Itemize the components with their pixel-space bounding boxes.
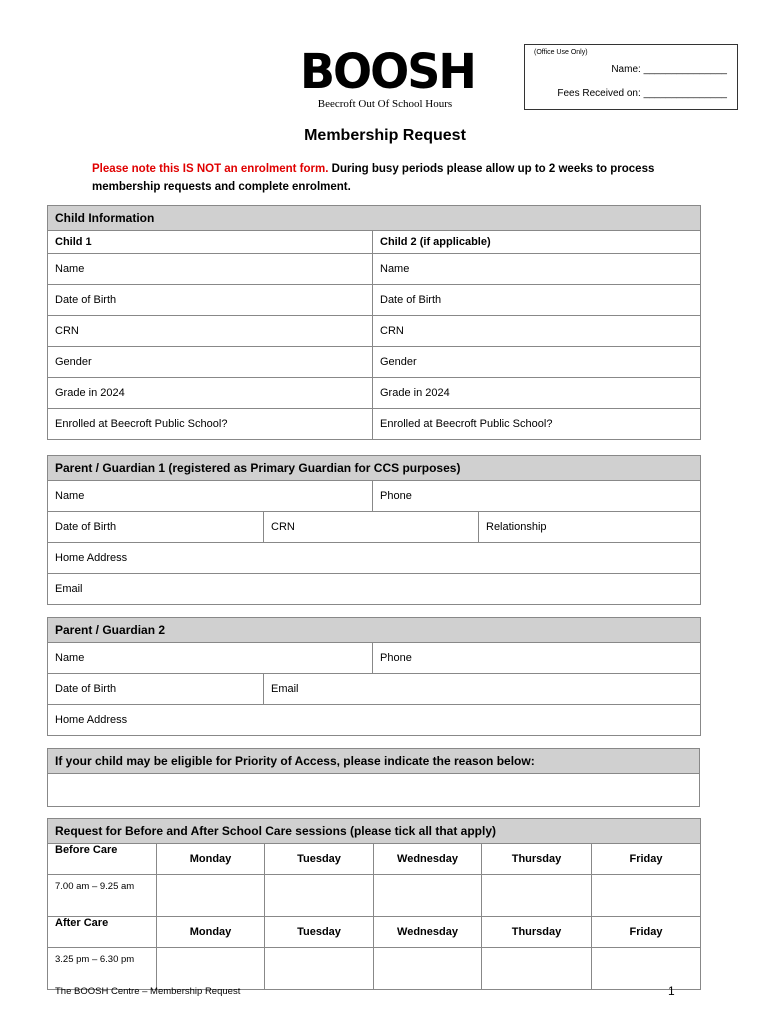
- office-name-line[interactable]: _______________: [643, 64, 727, 75]
- logo-wordmark: BOOSH: [300, 42, 475, 100]
- child1-header: Child 1: [48, 231, 373, 254]
- parent2-table: [47, 617, 701, 736]
- child2-header: Child 2 (if applicable): [373, 231, 701, 254]
- office-name-label: Name:: [611, 64, 641, 75]
- sessions-table: [47, 818, 701, 990]
- logo-subtitle: Beecroft Out Of School Hours: [317, 98, 453, 110]
- logo: [300, 42, 475, 110]
- parent2-phone-field[interactable]: Phone: [373, 643, 701, 674]
- before-friday-header: Friday: [592, 844, 701, 875]
- child1-name-field[interactable]: Name: [48, 254, 373, 285]
- after-monday-header: Monday: [157, 917, 265, 948]
- child1-enrolled-field[interactable]: Enrolled at Beecroft Public School?: [48, 409, 373, 440]
- after-care-label: After Care: [48, 917, 157, 948]
- parent1-phone-field[interactable]: Phone: [373, 481, 701, 512]
- parent1-dob-field[interactable]: Date of Birth: [48, 512, 264, 543]
- before-friday-checkbox[interactable]: [592, 875, 701, 917]
- parent2-header: Parent / Guardian 2: [48, 618, 701, 643]
- office-use-title: (Office Use Only): [534, 49, 588, 56]
- parent1-relationship-field[interactable]: Relationship: [479, 512, 701, 543]
- before-tuesday-header: Tuesday: [265, 844, 374, 875]
- child-info-header: Child Information: [48, 206, 701, 231]
- after-tuesday-checkbox[interactable]: [265, 948, 374, 990]
- parent2-dob-field[interactable]: Date of Birth: [48, 674, 264, 705]
- before-tuesday-checkbox[interactable]: [265, 875, 374, 917]
- after-wednesday-checkbox[interactable]: [374, 948, 482, 990]
- before-monday-checkbox[interactable]: [157, 875, 265, 917]
- office-use-box: [524, 44, 738, 110]
- before-wednesday-checkbox[interactable]: [374, 875, 482, 917]
- child2-grade-field[interactable]: Grade in 2024: [373, 378, 701, 409]
- child2-gender-field[interactable]: Gender: [373, 347, 701, 378]
- page-title: Membership Request: [304, 127, 466, 144]
- after-friday-header: Friday: [592, 917, 701, 948]
- after-monday-checkbox[interactable]: [157, 948, 265, 990]
- parent1-name-field[interactable]: Name: [48, 481, 373, 512]
- office-fees-label: Fees Received on:: [557, 88, 641, 99]
- after-tuesday-header: Tuesday: [265, 917, 374, 948]
- office-name-row: [611, 64, 727, 75]
- child1-grade-field[interactable]: Grade in 2024: [48, 378, 373, 409]
- parent1-table: [47, 455, 701, 605]
- priority-table: [47, 748, 700, 807]
- before-care-label: Before Care: [48, 844, 157, 875]
- child2-name-field[interactable]: Name: [373, 254, 701, 285]
- parent2-address-field[interactable]: Home Address: [48, 705, 701, 736]
- after-friday-checkbox[interactable]: [592, 948, 701, 990]
- before-care-time: 7.00 am – 9.25 am: [48, 875, 157, 917]
- notice-text: During busy periods please allow up to 2 weeks to process membership requests and complete enrolment.: [92, 163, 655, 193]
- parent2-name-field[interactable]: Name: [48, 643, 373, 674]
- child2-enrolled-field[interactable]: Enrolled at Beecroft Public School?: [373, 409, 701, 440]
- notice-warning: Please note this IS NOT an enrolment form.: [92, 163, 329, 175]
- after-thursday-checkbox[interactable]: [482, 948, 592, 990]
- parent1-crn-field[interactable]: CRN: [264, 512, 479, 543]
- child1-gender-field[interactable]: Gender: [48, 347, 373, 378]
- before-thursday-header: Thursday: [482, 844, 592, 875]
- child-info-table: [47, 205, 701, 440]
- sessions-header: Request for Before and After School Care sessions (please tick all that apply): [48, 819, 701, 844]
- before-wednesday-header: Wednesday: [374, 844, 482, 875]
- notice: [92, 160, 692, 196]
- child2-crn-field[interactable]: CRN: [373, 316, 701, 347]
- child1-dob-field[interactable]: Date of Birth: [48, 285, 373, 316]
- parent1-header: Parent / Guardian 1 (registered as Primary Guardian for CCS purposes): [48, 456, 701, 481]
- before-monday-header: Monday: [157, 844, 265, 875]
- after-wednesday-header: Wednesday: [374, 917, 482, 948]
- after-thursday-header: Thursday: [482, 917, 592, 948]
- footer-text: The BOOSH Centre – Membership Request: [55, 986, 241, 997]
- priority-reason-field[interactable]: [48, 774, 700, 807]
- child1-crn-field[interactable]: CRN: [48, 316, 373, 347]
- after-care-time: 3.25 pm – 6.30 pm: [48, 948, 157, 990]
- priority-header: If your child may be eligible for Priority of Access, please indicate the reason below:: [48, 749, 700, 774]
- parent1-address-field[interactable]: Home Address: [48, 543, 701, 574]
- parent2-email-field[interactable]: Email: [264, 674, 701, 705]
- office-fees-row: [557, 88, 727, 99]
- child2-dob-field[interactable]: Date of Birth: [373, 285, 701, 316]
- page-number: 1: [668, 984, 675, 998]
- office-fees-line[interactable]: _______________: [643, 88, 727, 99]
- parent1-email-field[interactable]: Email: [48, 574, 701, 605]
- before-thursday-checkbox[interactable]: [482, 875, 592, 917]
